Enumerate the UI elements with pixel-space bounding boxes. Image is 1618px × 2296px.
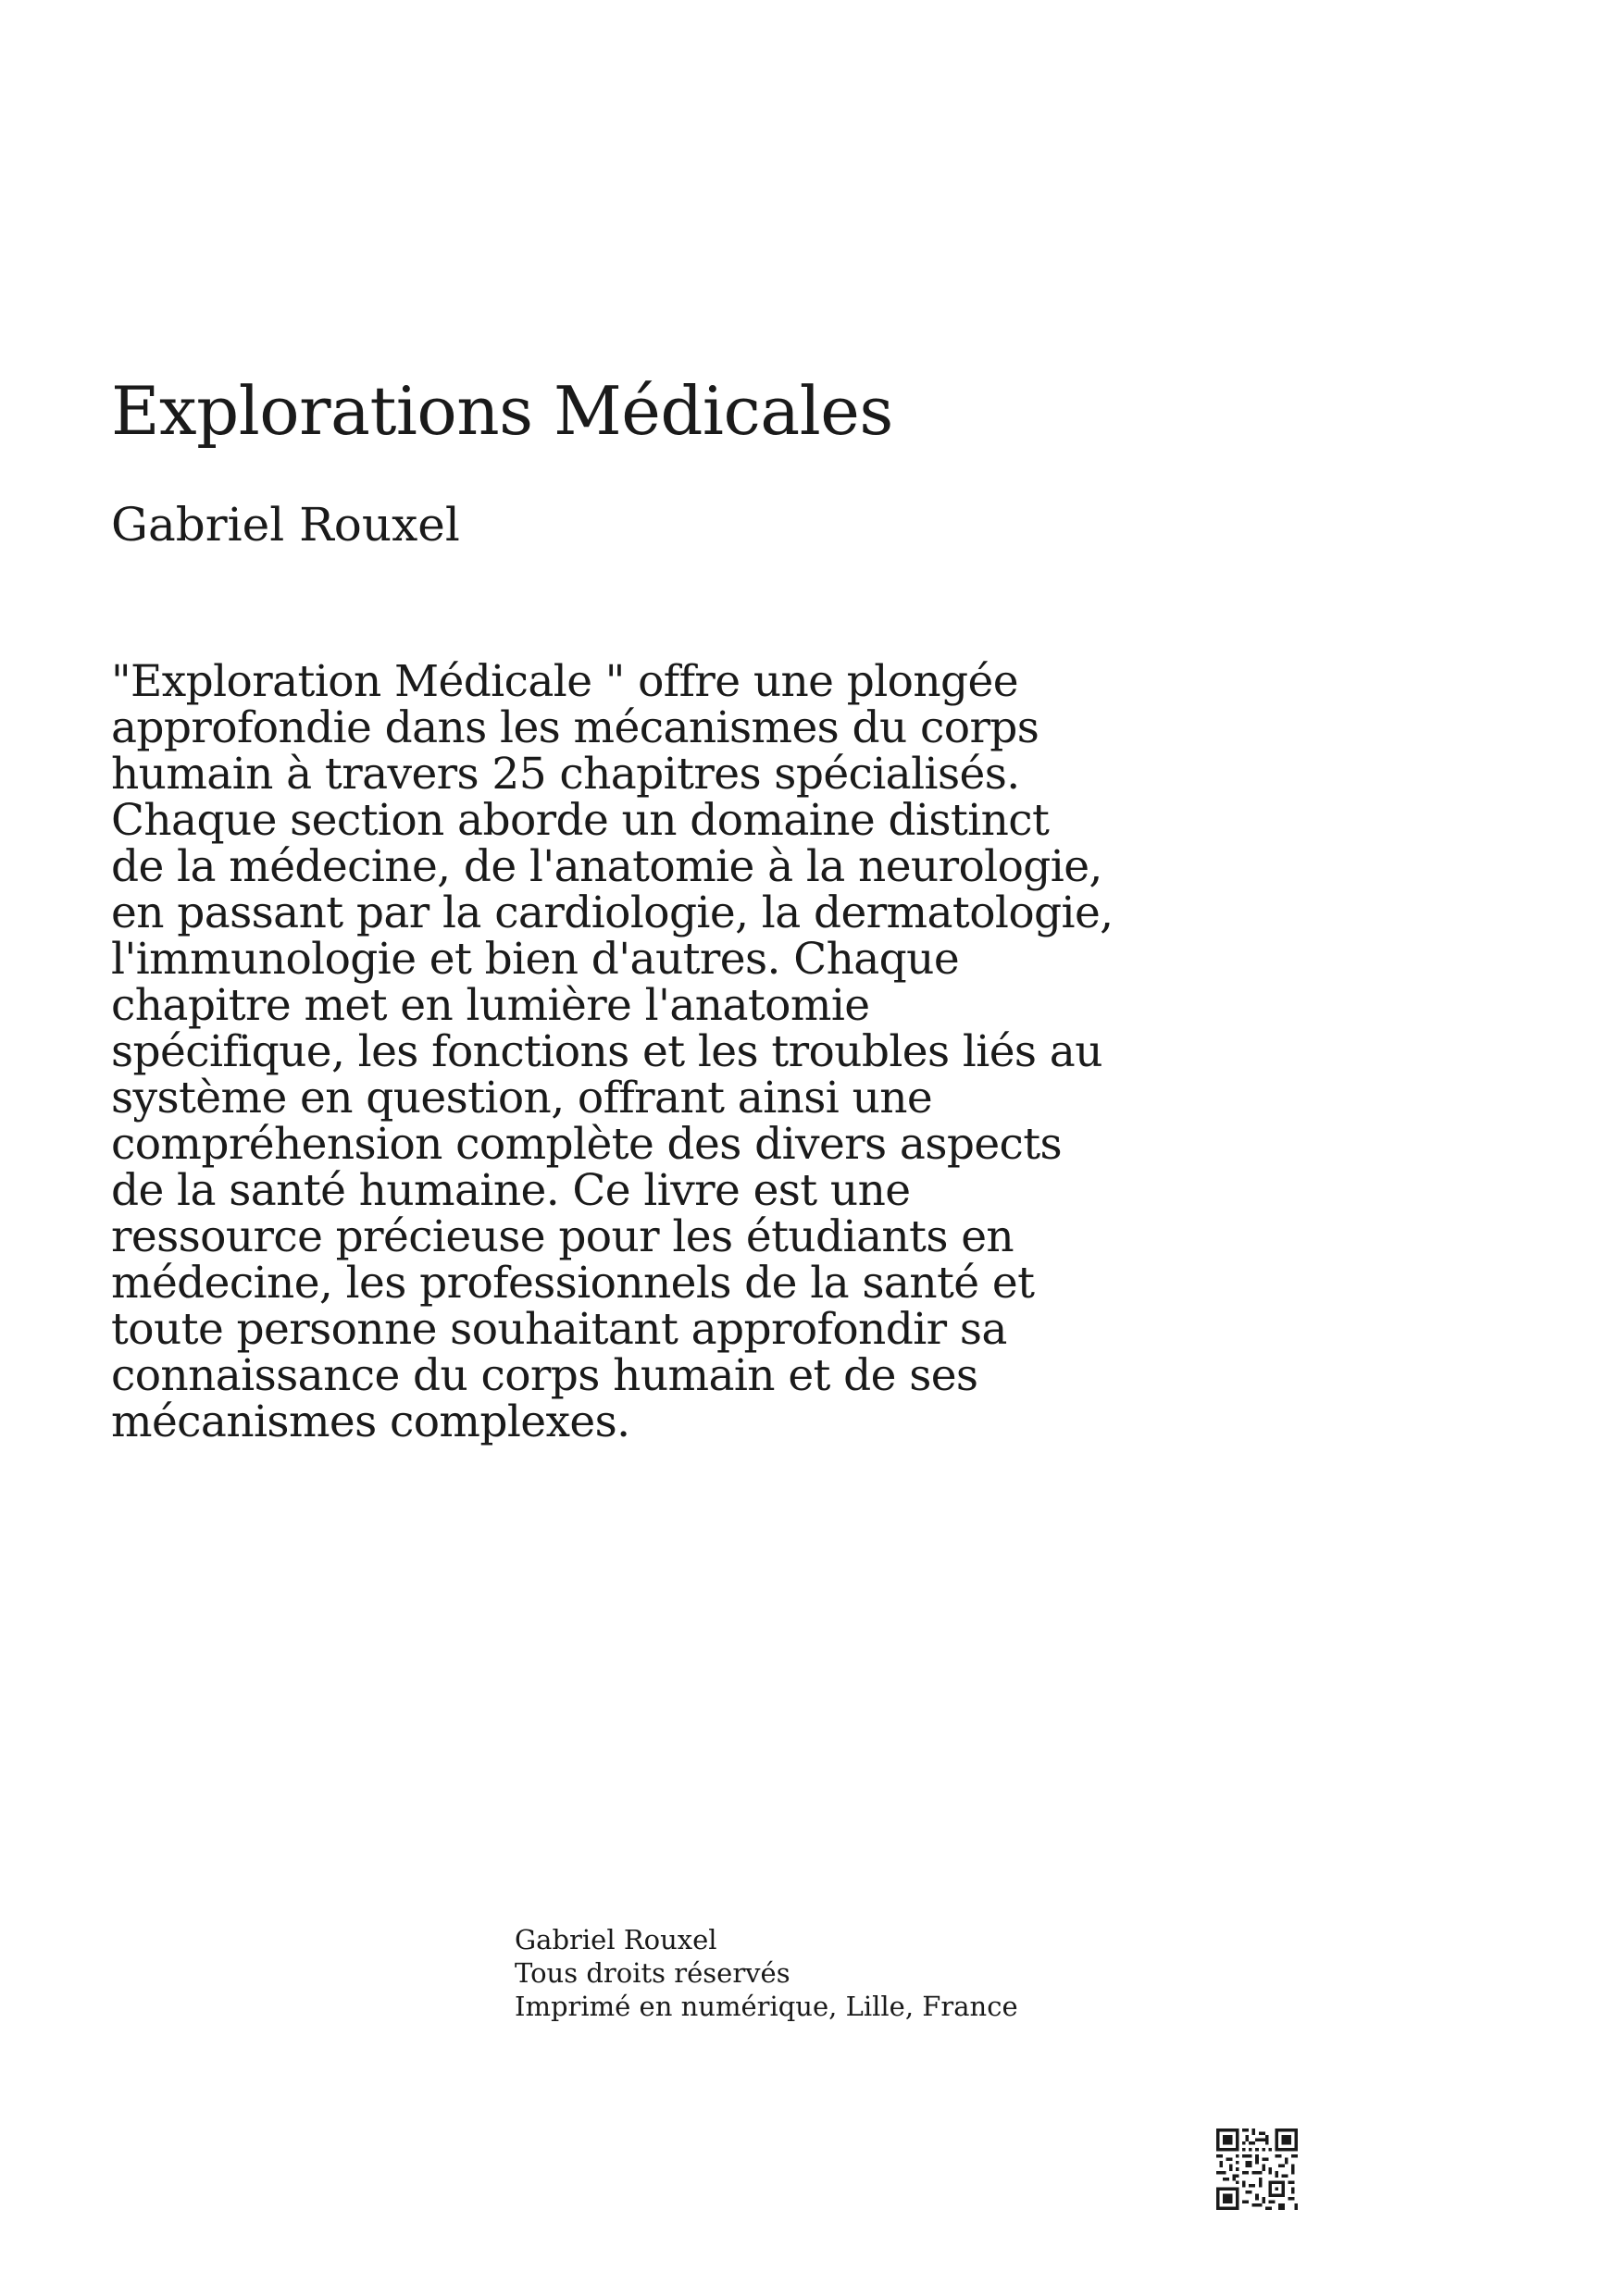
colophon-printing: Imprimé en numérique, Lille, France	[515, 1991, 1018, 2022]
description-line: mécanismes complexes.	[111, 1396, 630, 1447]
description-line: humain à travers 25 chapitres spécialisés.	[111, 749, 1020, 800]
book-author: Gabriel Rouxel	[111, 498, 460, 552]
description-line: l'immunologie et bien d'autres. Chaque	[111, 934, 960, 985]
qr-code-icon	[1216, 2128, 1298, 2210]
book-description	[111, 656, 1259, 1447]
description-line: Chaque section aborde un domaine distinct	[111, 795, 1050, 846]
colophon	[515, 1923, 1018, 2023]
description-line: toute personne souhaitant approfondir sa	[111, 1304, 1007, 1355]
description-line: connaissance du corps humain et de ses	[111, 1350, 978, 1401]
description-line: chapitre met en lumière l'anatomie	[111, 980, 870, 1031]
description-line: spécifique, les fonctions et les troubles liés au	[111, 1026, 1102, 1077]
colophon-rights: Tous droits réservés	[515, 1957, 790, 1989]
colophon-author: Gabriel Rouxel	[515, 1924, 717, 1955]
description-line: compréhension complète des divers aspects	[111, 1119, 1063, 1170]
description-line: de la santé humaine. Ce livre est une	[111, 1165, 911, 1216]
description-line: en passant par la cardiologie, la dermatologie,	[111, 887, 1114, 938]
description-line: ressource précieuse pour les étudiants en	[111, 1211, 1014, 1262]
description-line: système en question, offrant ainsi une	[111, 1073, 933, 1123]
description-line: de la médecine, de l'anatomie à la neurologie,	[111, 841, 1102, 892]
description-line: médecine, les professionnels de la santé et	[111, 1258, 1035, 1309]
description-line: "Exploration Médicale " offre une plongée	[111, 656, 1018, 707]
book-title: Explorations Médicales	[111, 372, 893, 450]
description-line: approfondie dans les mécanismes du corps	[111, 702, 1039, 753]
